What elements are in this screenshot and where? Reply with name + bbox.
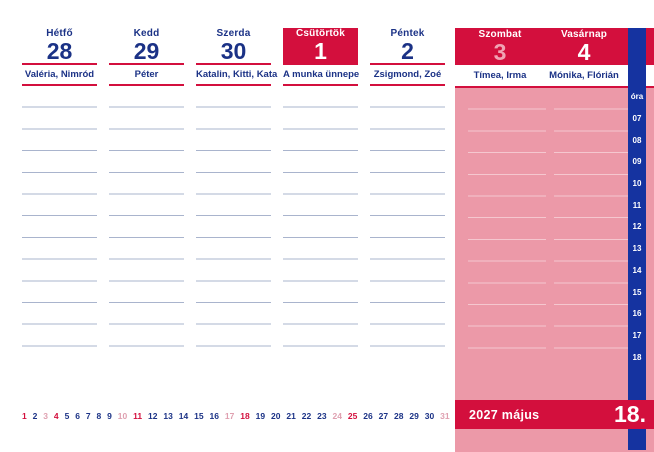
month-day: 26 xyxy=(363,411,373,421)
month-day: 2 xyxy=(32,411,38,421)
weekend-header xyxy=(455,28,654,65)
name-day-label: Katalin, Kitti, Kata xyxy=(196,65,271,86)
day-number-label: 1 xyxy=(314,38,327,64)
hour-label: óra xyxy=(630,92,644,102)
day-column-friday xyxy=(370,28,445,347)
writing-lines xyxy=(109,86,184,347)
day-name-label: Kedd xyxy=(133,28,160,39)
month-day: 31 xyxy=(440,411,450,421)
name-day-label: Péter xyxy=(109,65,184,86)
month-day: 27 xyxy=(378,411,389,421)
month-day: 4 xyxy=(53,411,59,421)
hour-stripe xyxy=(628,28,646,450)
day-name-label: Csütörtök xyxy=(295,28,346,39)
month-day-strip xyxy=(22,411,450,421)
month-day: 8 xyxy=(96,411,102,421)
month-day: 10 xyxy=(117,411,128,421)
hour-label: 10 xyxy=(632,179,642,189)
month-day: 18 xyxy=(240,411,250,421)
day-column-tuesday xyxy=(109,28,184,347)
month-day: 29 xyxy=(409,411,419,421)
month-day: 22 xyxy=(301,411,312,421)
sunday-header xyxy=(545,29,623,64)
name-day-label: Mónika, Flórián xyxy=(549,70,619,81)
day-header-holiday xyxy=(283,28,358,65)
month-year-label: 2027 május xyxy=(469,407,540,422)
hour-label: 15 xyxy=(632,287,642,297)
writing-lines xyxy=(283,86,358,347)
hour-label: 17 xyxy=(632,330,642,340)
name-day-label: Zsigmond, Zoé xyxy=(370,65,445,86)
weekend-block xyxy=(455,28,654,450)
day-name-label: Szerda xyxy=(216,28,251,39)
month-day: 13 xyxy=(163,411,173,421)
day-column-wednesday xyxy=(196,28,278,347)
saturday-header xyxy=(455,29,545,64)
writing-lines xyxy=(22,86,97,347)
name-day-label: Tímea, Irma xyxy=(473,70,527,81)
month-day: 24 xyxy=(332,411,343,421)
month-day: 30 xyxy=(424,411,435,421)
month-day: 19 xyxy=(255,411,266,421)
writing-lines xyxy=(468,88,546,349)
hour-label: 08 xyxy=(632,135,642,145)
day-name-label: Hétfő xyxy=(46,28,73,39)
month-day: 5 xyxy=(64,411,70,421)
month-day: 11 xyxy=(133,411,143,421)
day-header xyxy=(109,28,184,65)
hour-label: 13 xyxy=(632,244,642,254)
month-day: 16 xyxy=(209,411,220,421)
hour-label: 11 xyxy=(632,200,642,210)
writing-lines xyxy=(554,88,628,349)
hour-label: 16 xyxy=(632,309,642,319)
month-day: 28 xyxy=(394,411,404,421)
month-day: 12 xyxy=(148,411,158,421)
month-day: 3 xyxy=(43,411,49,421)
month-day: 21 xyxy=(286,411,296,421)
weekend-name-days xyxy=(455,65,654,86)
month-day: 6 xyxy=(75,411,80,421)
day-name-label: Vasárnap xyxy=(560,29,608,40)
month-day: 7 xyxy=(85,411,91,421)
weekend-writing-area xyxy=(455,86,654,452)
month-day: 25 xyxy=(347,411,358,421)
hour-label: 07 xyxy=(632,114,642,124)
day-column-monday xyxy=(22,28,97,347)
writing-lines xyxy=(196,86,271,347)
name-day-label: Valéria, Nimród xyxy=(22,65,97,86)
month-day: 9 xyxy=(107,411,112,421)
day-column-thursday-holiday xyxy=(283,28,358,347)
day-header xyxy=(370,28,445,65)
day-name-label: Péntek xyxy=(390,28,425,39)
day-name-label: Szombat xyxy=(478,29,522,40)
day-number-label: 2 xyxy=(401,38,414,64)
hour-label: 14 xyxy=(632,265,642,275)
hour-label: 09 xyxy=(632,157,642,167)
writing-lines xyxy=(370,86,445,347)
hour-label: 18 xyxy=(632,352,642,362)
day-number-label: 3 xyxy=(493,39,507,65)
month-day: 14 xyxy=(178,411,189,421)
holiday-name-label: A munka ünnepe xyxy=(283,65,358,86)
month-day: 1 xyxy=(22,411,27,421)
day-number-label: 29 xyxy=(133,38,160,64)
month-footer-band xyxy=(455,400,654,429)
month-day: 20 xyxy=(271,411,281,421)
day-header xyxy=(22,28,97,65)
day-header xyxy=(196,28,271,65)
day-number-label: 4 xyxy=(577,39,591,65)
day-number-label: 30 xyxy=(220,38,247,64)
month-day: 15 xyxy=(194,411,204,421)
month-day: 23 xyxy=(317,411,327,421)
day-number-label: 28 xyxy=(46,38,73,64)
week-number-label: 18. xyxy=(614,401,646,427)
hour-label: 12 xyxy=(632,222,642,232)
month-day: 17 xyxy=(224,411,235,421)
